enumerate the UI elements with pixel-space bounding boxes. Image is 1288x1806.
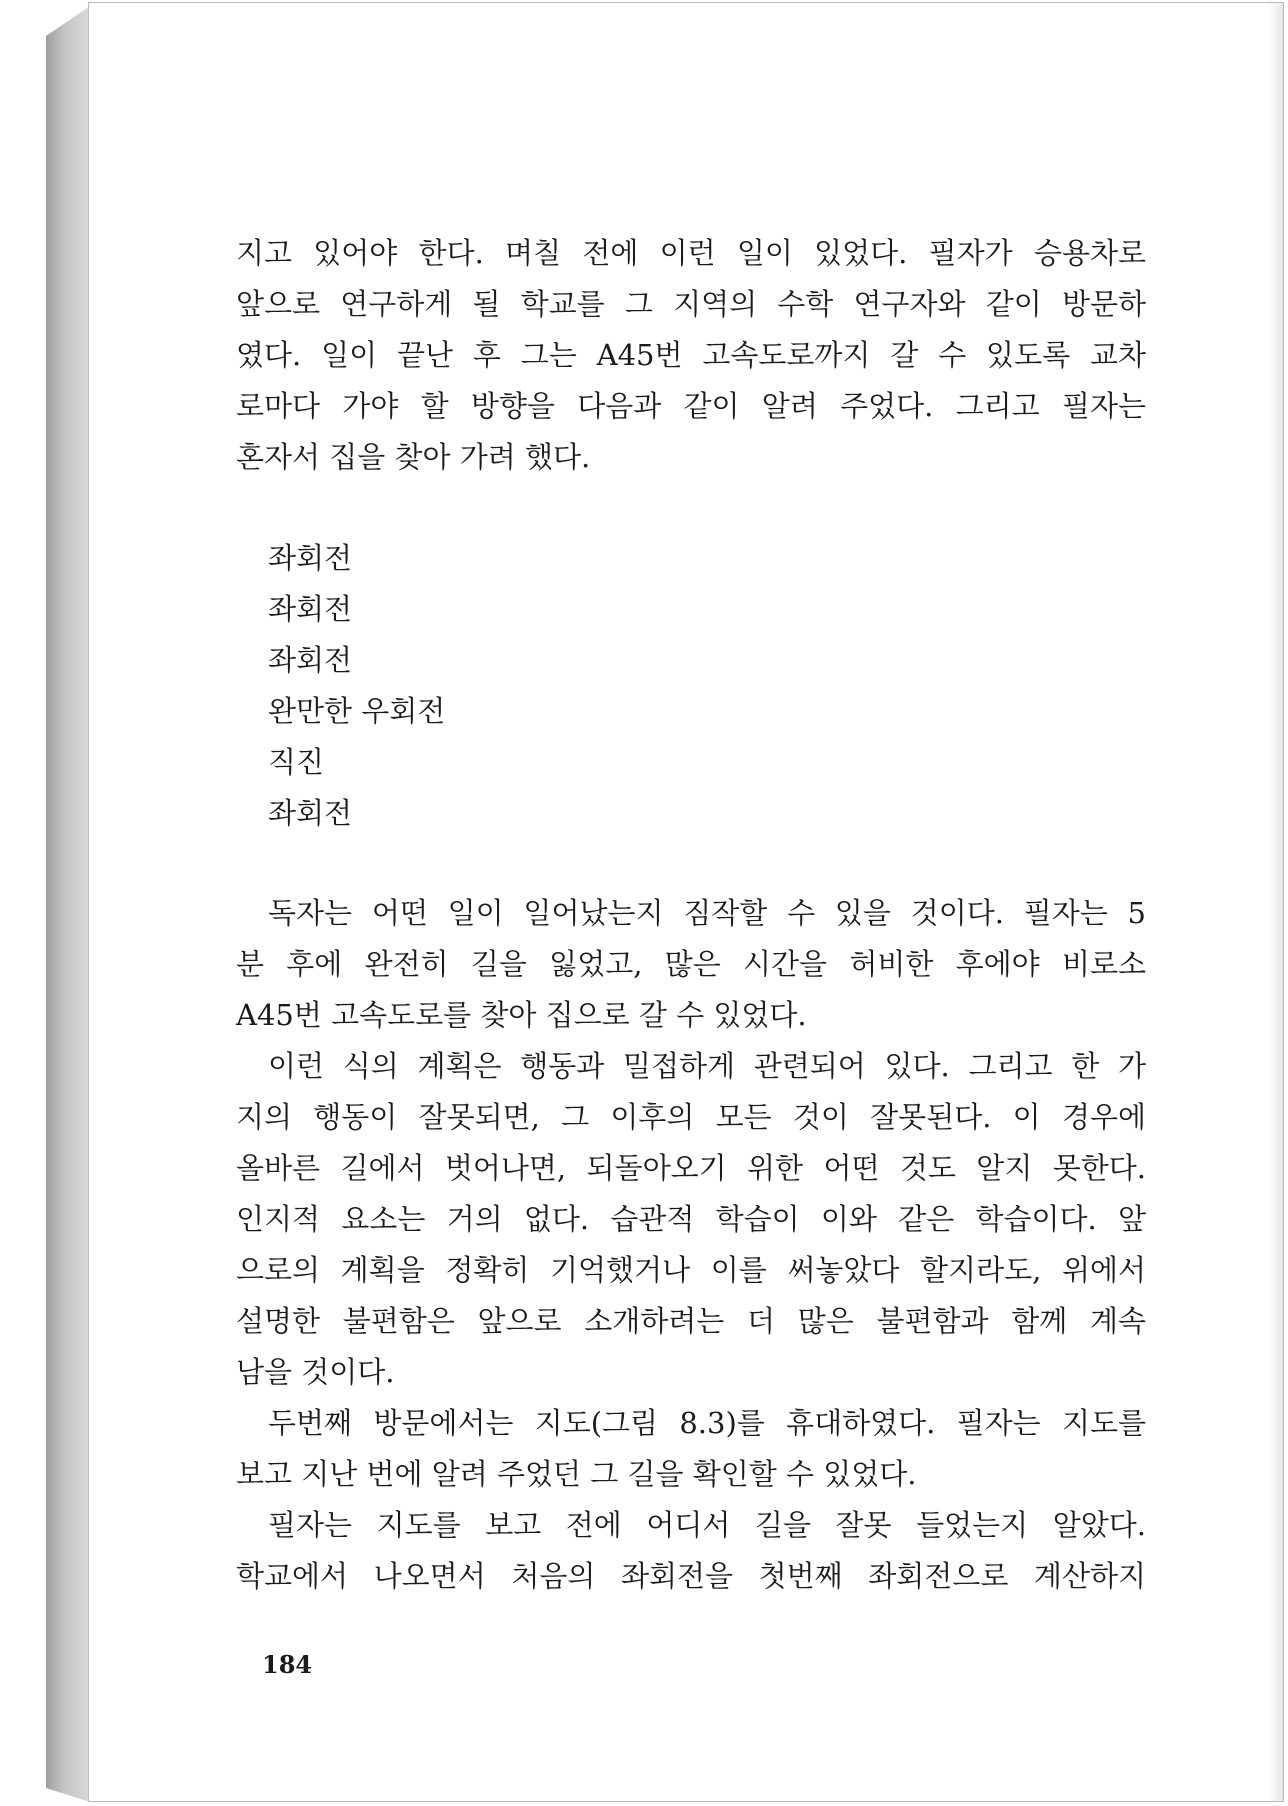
direction-item: 좌회전 <box>268 643 353 677</box>
text-line: 필자는 지도를 보고 전에 어디서 길을 잘못 들었는지 알았다. <box>268 1508 1146 1542</box>
page-number: 184 <box>262 1650 313 1679</box>
text-line: 분 후에 완전히 길을 잃었고, 많은 시간을 허비한 후에야 비로소 <box>236 947 1146 981</box>
direction-item: 좌회전 <box>268 541 353 575</box>
intro-paragraph <box>236 228 1146 483</box>
text-line: 였다. 일이 끝난 후 그는 A45번 고속도로까지 갈 수 있도록 교차 <box>236 338 1146 372</box>
text-line: 독자는 어떤 일이 일어났는지 짐작할 수 있을 것이다. 필자는 5 <box>268 896 1146 930</box>
direction-item: 좌회전 <box>268 592 353 626</box>
text-line: 으로의 계획을 정확히 기억했거나 이를 써놓았다 할지라도, 위에서 <box>236 1253 1146 1287</box>
page-edge-shadow <box>1269 3 1283 1801</box>
body-text <box>236 888 1146 1602</box>
direction-item: 완만한 우회전 <box>268 694 446 728</box>
book-spine <box>46 6 90 1802</box>
paragraph-map-insight <box>236 1500 1146 1602</box>
direction-item: 직진 <box>268 745 325 779</box>
directions-list <box>268 533 445 839</box>
text-line: 지고 있어야 한다. 며칠 전에 이런 일이 있었다. 필자가 승용차로 <box>236 236 1146 270</box>
text-line: 올바른 길에서 벗어나면, 되돌아오기 위한 어떤 것도 알지 못한다. <box>236 1151 1146 1185</box>
text-line: 앞으로 연구하게 될 학교를 그 지역의 수학 연구자와 같이 방문하 <box>236 287 1146 321</box>
paragraph-habit-learning <box>236 1041 1146 1398</box>
text-line: 지의 행동이 잘못되면, 그 이후의 모든 것이 잘못된다. 이 경우에 <box>236 1100 1146 1134</box>
text-line: 이런 식의 계획은 행동과 밀접하게 관련되어 있다. 그리고 한 가 <box>268 1049 1146 1083</box>
paragraph-result <box>236 888 1146 1041</box>
direction-item: 좌회전 <box>268 796 353 830</box>
text-line: A45번 고속도로를 찾아 집으로 갈 수 있었다. <box>236 998 807 1032</box>
text-line: 남을 것이다. <box>236 1355 395 1389</box>
text-line: 혼자서 집을 찾아 가려 했다. <box>236 440 591 474</box>
text-line: 학교에서 나오면서 처음의 좌회전을 첫번째 좌회전으로 계산하지 <box>236 1559 1146 1593</box>
text-line: 설명한 불편함은 앞으로 소개하려는 더 많은 불편함과 함께 계속 <box>236 1304 1146 1338</box>
text-line: 보고 지난 번에 알려 주었던 그 길을 확인할 수 있었다. <box>236 1457 917 1491</box>
text-line: 두번째 방문에서는 지도(그림 8.3)를 휴대하였다. 필자는 지도를 <box>268 1406 1146 1440</box>
text-line: 로마다 가야 할 방향을 다음과 같이 알려 주었다. 그리고 필자는 <box>236 389 1146 423</box>
text-line: 인지적 요소는 거의 없다. 습관적 학습이 이와 같은 학습이다. 앞 <box>236 1202 1146 1236</box>
paragraph-second-visit <box>236 1398 1146 1500</box>
